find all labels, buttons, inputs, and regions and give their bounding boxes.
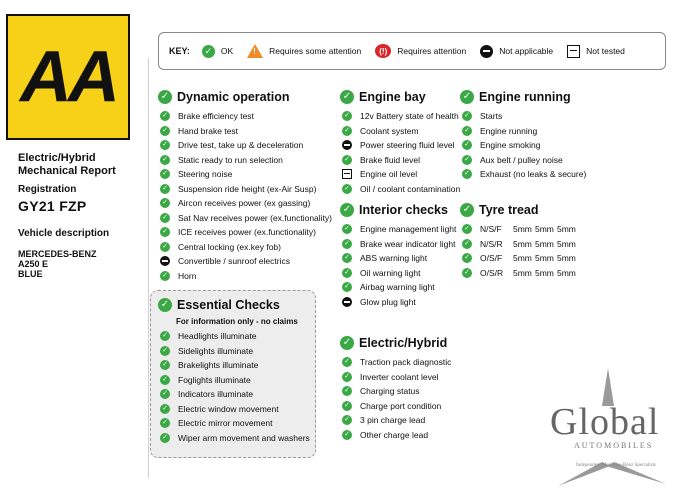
check-item <box>340 124 460 139</box>
check-item <box>340 384 451 399</box>
check-icon: ✓ <box>342 415 352 425</box>
check-item <box>460 124 586 139</box>
column-divider <box>148 58 149 478</box>
check-item-label: Glow plug light <box>360 296 416 307</box>
check-item-label: Power steering fluid level <box>360 140 455 151</box>
check-item <box>340 399 451 414</box>
check-icon: ✓ <box>160 418 170 428</box>
check-item <box>460 266 579 281</box>
dealer-tagline: Independent Mercedes-Benz Specialists <box>576 463 656 468</box>
check-item <box>158 416 310 431</box>
not-tested-icon <box>567 45 580 58</box>
tread-depth-value: 5mm <box>557 267 576 278</box>
check-icon: ✓ <box>460 90 474 104</box>
report-title-line2: Mechanical Report <box>18 165 116 177</box>
check-icon: ✓ <box>160 271 170 281</box>
check-item <box>158 138 332 153</box>
tread-depth-value: 5mm <box>557 238 576 249</box>
check-item <box>158 153 332 168</box>
check-item-label: ICE receives power (ex.functionality) <box>178 227 316 238</box>
check-item <box>340 109 460 124</box>
check-icon: ✓ <box>160 433 170 443</box>
check-item-label: Brake efficiency test <box>178 111 254 122</box>
check-item <box>158 167 332 182</box>
check-item-label: Starts <box>480 111 503 122</box>
check-item-label: Exhaust (no leaks & secure) <box>480 169 587 180</box>
check-icon: ✓ <box>462 126 472 136</box>
check-item-label: Brake fluid level <box>360 154 421 165</box>
check-icon: ✓ <box>160 213 170 223</box>
check-item-label: Traction pack diagnostic <box>360 357 452 368</box>
check-item-label: Foglights illuminate <box>178 374 251 385</box>
not-applicable-icon <box>342 297 352 307</box>
check-icon: ✓ <box>462 140 472 150</box>
check-icon: ✓ <box>462 155 472 165</box>
check-item <box>158 196 332 211</box>
dealer-name: Global <box>550 401 660 443</box>
check-icon: ✓ <box>462 169 472 179</box>
check-item <box>340 266 456 281</box>
vehicle-info <box>18 152 148 279</box>
check-icon: ✓ <box>342 282 352 292</box>
check-icon: ✓ <box>160 126 170 136</box>
key-not-applicable <box>480 45 553 58</box>
check-icon: ✓ <box>342 401 352 411</box>
check-item <box>340 295 456 310</box>
section-title: Engine bay <box>359 90 426 104</box>
check-icon: ✓ <box>342 155 352 165</box>
check-item <box>158 373 310 388</box>
section-engine-bay <box>340 90 460 196</box>
check-item-label: Engine smoking <box>480 140 541 151</box>
check-item-label: Airbag warning light <box>360 282 435 293</box>
check-item <box>340 428 451 443</box>
check-item-label: Oil / coolant contamination <box>360 183 461 194</box>
check-item-label: Indicators illuminate <box>178 389 254 400</box>
check-icon: ✓ <box>160 111 170 121</box>
check-item-label: Sat Nav receives power (ex.functionality) <box>178 212 333 223</box>
check-item-label: Sidelights illuminate <box>178 345 254 356</box>
key-ok <box>202 45 233 58</box>
vehicle-colour: BLUE <box>18 269 43 279</box>
check-item-label: Engine running <box>480 125 538 136</box>
check-item <box>460 153 586 168</box>
check-item-label: Hand brake test <box>178 125 239 136</box>
check-icon: ✓ <box>158 298 172 312</box>
report-title-line1: Electric/Hybrid <box>18 152 96 164</box>
check-item <box>158 358 310 373</box>
registration-label: Registration <box>18 184 77 195</box>
check-item <box>340 182 460 197</box>
check-item <box>460 167 586 182</box>
check-item-label: Engine management light <box>360 224 457 235</box>
check-item-label: Charging status <box>360 386 420 397</box>
check-item <box>158 182 332 197</box>
section-header <box>158 90 332 104</box>
check-item-label: Steering noise <box>178 169 233 180</box>
check-item <box>340 370 451 385</box>
check-icon: ✓ <box>462 111 472 121</box>
check-icon: ✓ <box>160 404 170 414</box>
section-electric-hybrid <box>340 336 451 442</box>
check-icon: ✓ <box>342 239 352 249</box>
check-icon: ✓ <box>160 242 170 252</box>
section-header <box>340 90 460 104</box>
check-item-label: Static ready to run selection <box>178 154 283 165</box>
check-icon: ✓ <box>160 155 170 165</box>
tread-depth-value: 5mm <box>535 224 554 235</box>
tread-depth-value: 5mm <box>513 238 532 249</box>
check-item <box>158 225 332 240</box>
section-interior-checks <box>340 203 456 309</box>
check-icon: ✓ <box>160 331 170 341</box>
vehicle-make: MERCEDES-BENZ <box>18 249 97 259</box>
check-item-label: Electric window movement <box>178 403 279 414</box>
section-dynamic-operation <box>158 90 332 283</box>
check-item <box>340 222 456 237</box>
check-item <box>340 237 456 252</box>
check-icon: ✓ <box>340 336 354 350</box>
check-item-label: 12v Battery state of health <box>360 111 459 122</box>
tread-depth-value: 5mm <box>557 224 576 235</box>
check-item-label: ABS warning light <box>360 253 428 264</box>
tread-depth-value: 5mm <box>535 267 554 278</box>
check-item-label: Central locking (ex.key fob) <box>178 241 281 252</box>
section-header <box>460 203 579 217</box>
check-item <box>158 402 310 417</box>
check-icon: ✓ <box>340 90 354 104</box>
check-item <box>340 251 456 266</box>
check-icon: ✓ <box>160 184 170 194</box>
check-item <box>158 387 310 402</box>
not-applicable-icon <box>342 140 352 150</box>
check-item <box>158 431 310 446</box>
check-item <box>340 355 451 370</box>
key-some-attention <box>247 44 361 58</box>
check-item-label: Aux belt / pulley noise <box>480 154 563 165</box>
alert-icon: (!) <box>375 44 391 58</box>
global-automobiles-logo <box>538 366 678 490</box>
check-icon: ✓ <box>202 45 215 58</box>
check-item <box>158 254 332 269</box>
check-item <box>340 167 460 182</box>
key-some-attention-label: Requires some attention <box>269 46 362 56</box>
key-requires-attention-label: Requires attention <box>397 46 467 56</box>
check-item-label: Inverter coolant level <box>360 371 439 382</box>
check-icon: ✓ <box>342 111 352 121</box>
registration-value: GY21 FZP <box>18 198 87 214</box>
check-item <box>460 138 586 153</box>
check-icon: ✓ <box>342 357 352 367</box>
check-item <box>158 124 332 139</box>
check-icon: ✓ <box>160 389 170 399</box>
check-item <box>158 329 310 344</box>
check-item-label: Headlights illuminate <box>178 331 257 342</box>
check-item-label: Coolant system <box>360 125 419 136</box>
section-title: Essential Checks <box>177 298 280 312</box>
check-item <box>158 211 332 226</box>
check-icon: ✓ <box>340 203 354 217</box>
section-engine-running <box>460 90 586 182</box>
check-icon: ✓ <box>462 224 472 234</box>
check-item-label: Charge port condition <box>360 400 442 411</box>
check-icon: ✓ <box>342 268 352 278</box>
not-tested-icon <box>342 169 352 179</box>
check-icon: ✓ <box>160 375 170 385</box>
key-not-tested <box>567 45 625 58</box>
aa-logo <box>6 14 130 140</box>
key-ok-label: OK <box>220 46 234 56</box>
tread-depth-value: 5mm <box>513 253 532 264</box>
check-icon: ✓ <box>462 268 472 278</box>
check-icon: ✓ <box>462 239 472 249</box>
check-item-label: Brakelights illuminate <box>178 360 259 371</box>
tread-depth-value: 5mm <box>557 253 576 264</box>
check-item <box>460 237 579 252</box>
key-requires-attention <box>375 44 466 58</box>
check-item <box>460 222 579 237</box>
section-title: Tyre tread <box>479 203 539 217</box>
check-icon: ✓ <box>342 430 352 440</box>
check-item <box>340 280 456 295</box>
section-title: Interior checks <box>359 203 448 217</box>
check-item-label: Horn <box>178 270 197 281</box>
status-key <box>158 32 666 70</box>
tread-depth-value: 5mm <box>535 253 554 264</box>
check-icon: ✓ <box>160 346 170 356</box>
check-item <box>158 344 310 359</box>
check-icon: ✓ <box>342 184 352 194</box>
vehicle-model: A250 E <box>18 259 49 269</box>
check-item <box>340 138 460 153</box>
check-item-label: Brake wear indicator light <box>360 238 456 249</box>
check-item <box>158 269 332 284</box>
check-item-label: Wiper arm movement and washers <box>178 432 310 443</box>
section-essential-checks <box>158 298 310 445</box>
tread-depth-value: 5mm <box>535 238 554 249</box>
check-icon: ✓ <box>460 203 474 217</box>
check-item-label: 3 pin charge lead <box>360 415 426 426</box>
check-icon: ✓ <box>342 386 352 396</box>
section-header <box>460 90 586 104</box>
check-icon: ✓ <box>342 126 352 136</box>
warning-triangle-icon: ! <box>247 44 263 58</box>
vehicle-description-label: Vehicle description <box>18 228 110 239</box>
check-item-label: Other charge lead <box>360 429 429 440</box>
check-item-label: Drive test, take up & deceleration <box>178 140 304 151</box>
check-icon: ✓ <box>160 198 170 208</box>
check-item <box>158 109 332 124</box>
check-item <box>340 413 451 428</box>
check-item-label: N/S/R <box>480 238 503 249</box>
section-header <box>158 298 310 312</box>
key-not-tested-label: Not tested <box>586 46 625 56</box>
section-title: Electric/Hybrid <box>359 336 448 350</box>
section-title: Engine running <box>479 90 571 104</box>
check-item <box>460 109 586 124</box>
key-title: KEY: <box>169 46 190 56</box>
check-item-label: O/S/R <box>480 267 504 278</box>
check-icon: ✓ <box>342 224 352 234</box>
check-icon: ✓ <box>158 90 172 104</box>
check-item-label: Suspension ride height (ex-Air Susp) <box>178 183 317 194</box>
check-icon: ✓ <box>342 253 352 263</box>
section-tyre-tread <box>460 203 579 280</box>
check-icon: ✓ <box>160 360 170 370</box>
not-applicable-icon <box>160 256 170 266</box>
tread-depth-value: 5mm <box>513 224 532 235</box>
check-item-label: Engine oil level <box>360 169 418 180</box>
check-icon: ✓ <box>462 253 472 263</box>
check-item-label: N/S/F <box>480 224 502 235</box>
aa-logo-text: AA <box>20 37 116 117</box>
tread-depth-value: 5mm <box>513 267 532 278</box>
check-item-label: Convertible / sunroof electrics <box>178 256 290 267</box>
not-applicable-icon <box>480 45 493 58</box>
check-item <box>158 240 332 255</box>
section-subtitle: For information only - no claims <box>176 317 298 326</box>
check-item-label: Electric mirror movement <box>178 418 273 429</box>
check-item-label: Oil warning light <box>360 267 421 278</box>
check-item-label: Aircon receives power (ex gassing) <box>178 198 311 209</box>
check-icon: ✓ <box>160 227 170 237</box>
section-header <box>340 336 451 350</box>
key-not-applicable-label: Not applicable <box>499 46 554 56</box>
check-item <box>340 153 460 168</box>
check-icon: ✓ <box>342 372 352 382</box>
section-title: Dynamic operation <box>177 90 290 104</box>
check-item <box>460 251 579 266</box>
check-item-label: O/S/F <box>480 253 503 264</box>
section-header <box>340 203 456 217</box>
dealer-subtitle: AUTOMOBILES <box>574 441 654 450</box>
check-icon: ✓ <box>160 169 170 179</box>
check-icon: ✓ <box>160 140 170 150</box>
